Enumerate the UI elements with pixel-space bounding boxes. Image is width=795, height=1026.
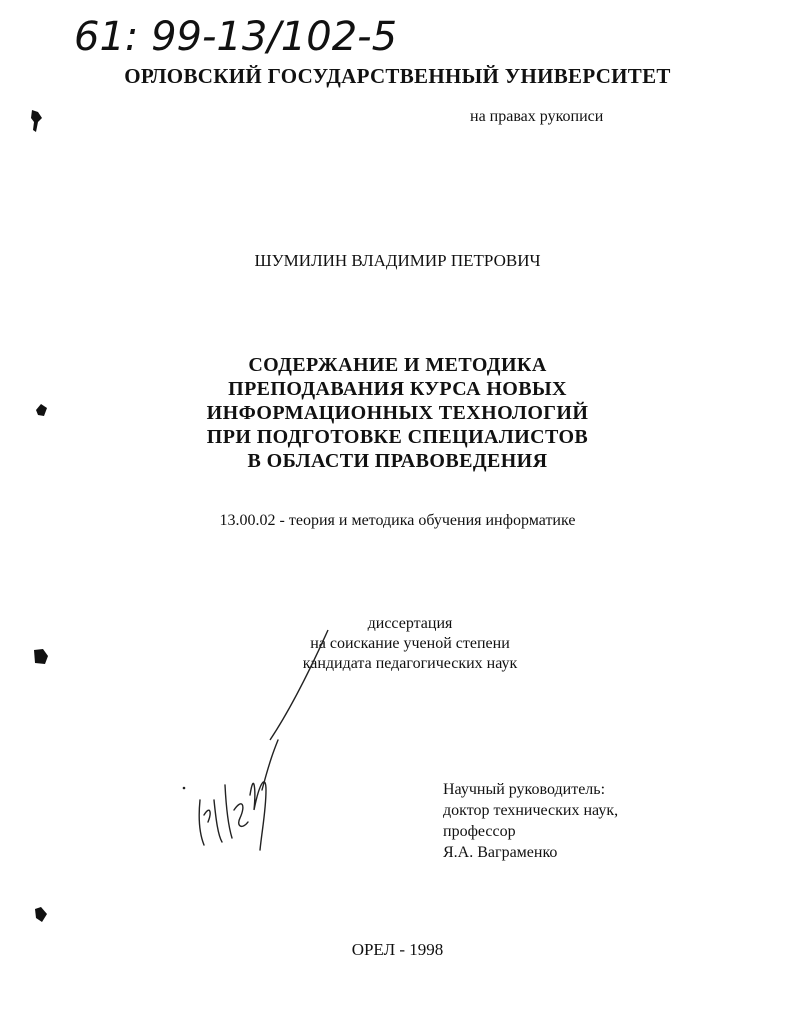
handwritten-archive-code bbox=[74, 6, 454, 58]
title-line: В ОБЛАСТИ ПРАВОВЕДЕНИЯ bbox=[247, 450, 548, 472]
author-name: ШУМИЛИН ВЛАДИМИР ПЕТРОВИЧ bbox=[254, 251, 541, 270]
university-name: ОРЛОВСКИЙ ГОСУДАРСТВЕННЫЙ УНИВЕРСИТЕТ bbox=[124, 64, 671, 88]
advisor-degree: доктор технических наук, bbox=[443, 802, 619, 819]
degree-line: кандидата педагогических наук bbox=[302, 655, 518, 672]
degree-line: на соискание ученой степени bbox=[310, 635, 510, 652]
advisor-rank: профессор bbox=[443, 823, 516, 840]
degree-line: диссертация bbox=[367, 615, 453, 632]
advisor-label: Научный руководитель: bbox=[443, 781, 606, 798]
signature-icon bbox=[170, 600, 530, 860]
title-line: ИНФОРМАЦИОННЫХ ТЕХНОЛОГИЙ bbox=[206, 402, 589, 424]
scan-mark-icon bbox=[33, 648, 49, 666]
dissertation-title bbox=[0, 353, 795, 473]
title-line: ПРЕПОДАВАНИЯ КУРСА НОВЫХ bbox=[228, 378, 567, 400]
title-line: ПРИ ПОДГОТОВКЕ СПЕЦИАЛИСТОВ bbox=[206, 426, 589, 448]
city-year: ОРЕЛ - 1998 bbox=[351, 940, 444, 959]
advisor-name: Я.А. Ваграменко bbox=[443, 844, 558, 861]
specialty-code: 13.00.02 - теория и методика обучения информатике bbox=[219, 512, 576, 529]
scan-mark-icon bbox=[34, 402, 48, 418]
title-line: СОДЕРЖАНИЕ И МЕТОДИКА bbox=[248, 354, 547, 376]
scan-mark-icon bbox=[30, 108, 44, 134]
scan-mark-icon bbox=[33, 906, 49, 924]
manuscript-note: на правах рукописи bbox=[470, 108, 604, 125]
archive-code-text: 61: 99-13/102-5 bbox=[74, 14, 398, 58]
